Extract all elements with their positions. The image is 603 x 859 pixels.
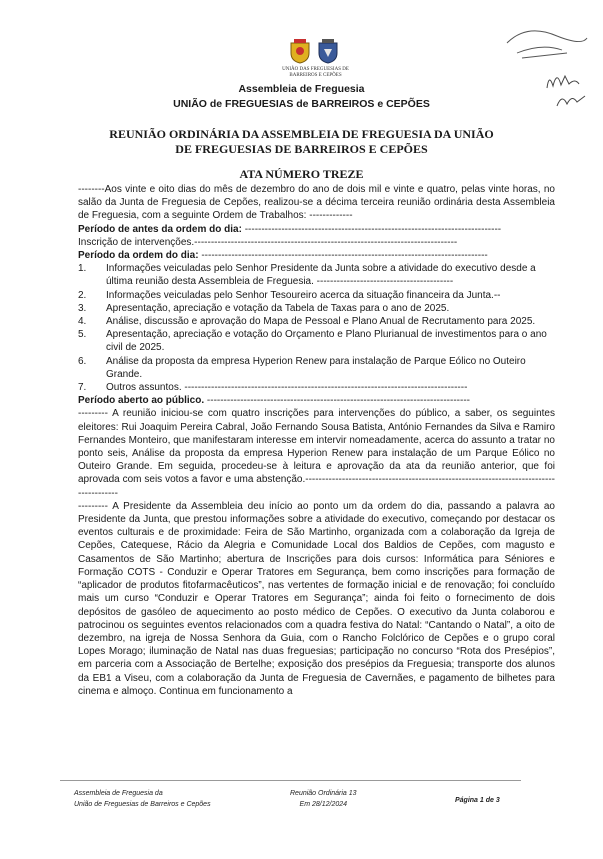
agenda-item bbox=[78, 355, 555, 381]
logo-caption: UNIÃO DAS FREGUESIAS DE BARREIROS E CEPÕES bbox=[282, 67, 349, 78]
minutes-number: ATA NÚMERO TREZE bbox=[239, 167, 364, 181]
item-number: 2. bbox=[78, 289, 87, 301]
document-title: REUNIÃO ORDINÁRIA DA ASSEMBLEIA DE FREGUESIA DA UNIÃO DE FREGUESIAS DE BARREIROS E CEPÕES bbox=[109, 127, 494, 156]
union-header: UNIÃO de FREGUESIAS de BARREIROS e CEPÕES bbox=[173, 98, 430, 110]
cepoes-crest-icon bbox=[317, 38, 339, 64]
ordem-heading: Período da ordem do dia: bbox=[78, 250, 199, 262]
item-text: Análise, discussão e aprovação do Mapa de Pessoal e Plano Anual de Recrutamento para 2025. bbox=[106, 316, 536, 328]
agenda-item bbox=[78, 328, 555, 354]
antes-heading: Período de antes da ordem do dia: bbox=[78, 223, 242, 235]
item-text: Apresentação, apreciação e votação do Orçamento e Plano Plurianual de investimentos para o ano civil de 2025. bbox=[106, 329, 547, 354]
item-number: 1. bbox=[78, 263, 87, 275]
aberto-heading-line bbox=[78, 394, 555, 407]
barreiros-crest-icon bbox=[289, 38, 311, 64]
footer-date: Em 28/12/2024 bbox=[299, 801, 348, 808]
footer-middle bbox=[290, 788, 357, 810]
item-text: Informações veiculadas pelo Senhor Presidente da Junta sobre a atividade do executivo desde a última reunião desta Assembleia de Freguesia. ----------------------------------------- bbox=[106, 263, 536, 288]
item-text: Análise da proposta da empresa Hyperion Renew para instalação de Parque Eólico no Outeiro Grande. bbox=[106, 355, 526, 380]
ordem-heading-line bbox=[78, 249, 555, 262]
document-body bbox=[78, 183, 555, 698]
public-session-paragraph: --------- A reunião iniciou-se com quatro inscrições para intervenções do público, a saber, os seguintes eleitores: Rui Joaquim Pereira Cabral, João Fernando Sousa Batista, António Fernandes da Silva e Ramiro Fernandes Monteiro, que manifestaram interesse em intervir nomeadamente, acerca do assunto a tratar no ponto seis, Análise da proposta da empresa Hyperion Renew para instalação de um Parque Eólico no Outeiro Grande. Em seguida, procedeu-se à leitura e aprovação da ata da reunião anterior, que foi aprovada com seis votos a favor e uma abstenção.--------------------------------------------------------------------------------------- bbox=[78, 408, 555, 499]
assembly-header: Assembleia de Freguesia bbox=[238, 83, 365, 95]
footer-union: União de Freguesias de Barreiros e Cepões bbox=[74, 801, 211, 808]
intro-paragraph: --------Aos vinte e oito dias do mês de dezembro do ano de dois mil e vinte e quatro, pelas vinte horas, no salão da Junta de Freguesia de Cepões, realizou-se a décima terceira reunião ordinária desta Assembleia de Freguesia, com a seguinte Ordem de Trabalhos: ------------- bbox=[78, 184, 555, 222]
dash-fill: ----------------------------------------------------------------------------- bbox=[241, 223, 502, 235]
agenda-item bbox=[78, 302, 555, 315]
parish-logos bbox=[285, 38, 345, 68]
item-number: 6. bbox=[78, 355, 87, 367]
antes-heading-line bbox=[78, 223, 555, 236]
aberto-heading: Período aberto ao público. bbox=[78, 395, 205, 407]
item-number: 7. bbox=[78, 382, 87, 394]
footer-left bbox=[74, 788, 211, 810]
page-number: Página 1 de 3 bbox=[455, 797, 500, 804]
footer-divider bbox=[60, 780, 521, 781]
president-report-paragraph: --------- A Presidente da Assembleia deu início ao ponto um da ordem do dia, passando a palavra ao Presidente da Junta, que prestou informações sobre a atividade do executivo, começando por destacar os eventos culturais e de proximidade: Feira de São Martinho, organizada com a colaboração da Igreja de Cepões, Catequese, Rácio da Alegria e Comunidade Local dos Baldios de Cepões, com magusto e Casamentos de São Martinho; abertura de Inscrições para dois cursos: Informática para Séniores e Formação COTS - Conduzir e Operar Tratores em Segurança, bem como inscrições para formação de “aplicador de produtos fitofarmacêuticos”, nas vertentes de formação inicial e de renovação; foi concluído mais um curso “Conduzir e Operar Tratores em Segurança”; ainda foi feito o fornecimento de dois depósitos de gasóleo de aquecimento ao posto médico de Cepões. O executivo da Junta colaborou e patrocinou os seguintes eventos relacionados com a quadra festiva do Natal: “Cantando o Natal”, a oito de dezembro, na igreja de Nossa Senhora da Guia, com o Rancho Folclórico de Cepões e o grupo coral Lopes Morago; iluminação de Natal nas duas freguesias; participação no concurso “Rota dos Presépios”, em parceria com a Associação de Bertelhe; exposição dos presépios da Freguesia; transporte dos alunos da EB1 a Viseu, com a colaboração da Junta de Freguesia de Cavernães, e pagamento de bilhetes para cinema e almoço. Continua em funcionamento a bbox=[78, 500, 555, 697]
item-text: Apresentação, apreciação e votação da Tabela de Taxas para o ano de 2025. bbox=[106, 302, 450, 314]
footer-assembly: Assembleia de Freguesia da bbox=[74, 790, 163, 797]
agenda-item bbox=[78, 289, 555, 302]
dash-fill: ------------------------------------------------------------------------------- bbox=[204, 395, 470, 407]
item-number: 5. bbox=[78, 329, 87, 341]
agenda-item bbox=[78, 315, 555, 328]
item-number: 3. bbox=[78, 302, 87, 314]
item-number: 4. bbox=[78, 316, 87, 328]
item-text: Outros assuntos. ------------------------------------------------------------------------------------- bbox=[106, 382, 468, 394]
agenda-item bbox=[78, 262, 555, 288]
dash-fill: -------------------------------------------------------------------------------------- bbox=[198, 250, 488, 262]
footer-meeting: Reunião Ordinária 13 bbox=[290, 790, 357, 797]
agenda-item bbox=[78, 381, 555, 394]
inscricao-line: Inscrição de intervenções.------------------------------------------------------------------------------- bbox=[78, 236, 458, 248]
item-text: Informações veiculadas pelo Senhor Tesoureiro acerca da situação financeira da Junta.-- bbox=[106, 289, 501, 301]
